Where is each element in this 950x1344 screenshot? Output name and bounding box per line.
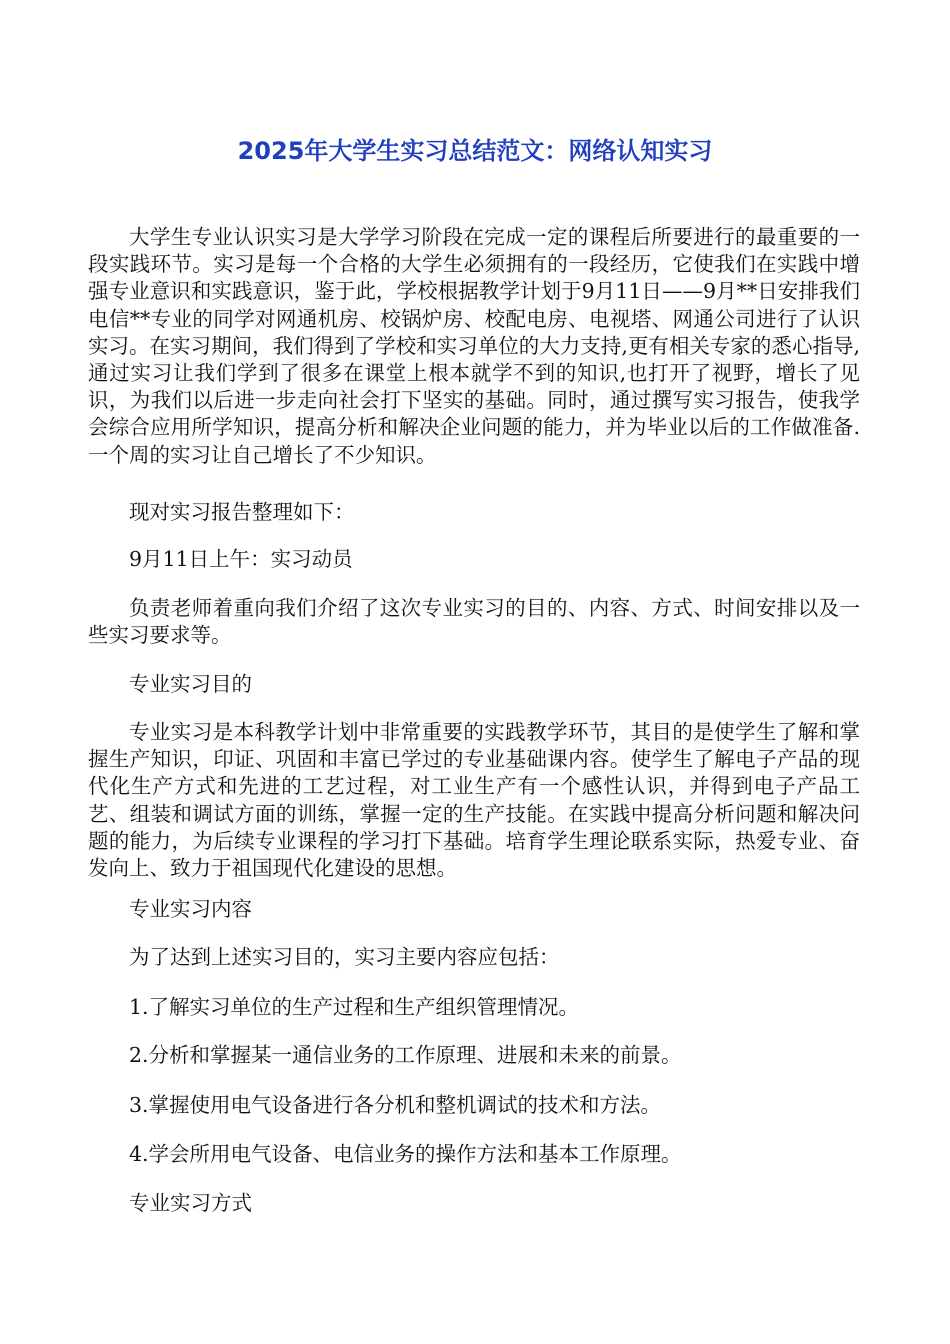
list-item-2: 2.分析和掌握某一通信业务的工作原理、进展和未来的前景。 [129, 1043, 682, 1067]
paragraph-teacher-intro: 负责老师着重向我们介绍了这次专业实习的目的、内容、方式、时间安排以及一些实习要求等。 [88, 596, 860, 648]
paragraph-mobilization: 9月11日上午：实习动员 [129, 547, 353, 571]
heading-internship-content: 专业实习内容 [129, 897, 252, 921]
paragraph-content-lead: 为了达到上述实习目的，实习主要内容应包括： [129, 945, 560, 969]
heading-internship-method: 专业实习方式 [129, 1191, 252, 1215]
list-item-1: 1.了解实习单位的生产过程和生产组织管理情况。 [129, 995, 580, 1019]
document-title: 2025年大学生实习总结范文：网络认知实习 [237, 137, 713, 165]
heading-internship-purpose: 专业实习目的 [129, 672, 252, 696]
paragraph-purpose-body: 专业实习是本科教学计划中非常重要的实践教学环节，其目的是使学生了解和掌握生产知识，印证、巩固和丰富已学过的专业基础课内容。使学生了解电子产品的现代化生产方式和先进的工艺过程，对工业生产有一个感性认识，并得到电子产品工艺、组装和调试方面的训练，掌握一定的生产技能。在实践中提高分析问题和解决问题的能力，为后续专业课程的学习打下基础。培育学生理论联系实际，热爱专业、奋发向上、致力于祖国现代化建设的思想。 [88, 720, 860, 881]
list-item-4: 4.学会所用电气设备、电信业务的操作方法和基本工作原理。 [129, 1142, 682, 1166]
paragraph-intro: 大学生专业认识实习是大学学习阶段在完成一定的课程后所要进行的最重要的一段实践环节。实习是每一个合格的大学生必须拥有的一段经历，它使我们在实践中增强专业意识和实践意识，鉴于此，学校根据教学计划于9月11日——9月**日安排我们电信**专业的同学对网通机房、校锅炉房、校配电房、电视塔、网通公司进行了认识实习。在实习期间，我们得到了学校和实习单位的大力支持,更有相关专家的悉心指导,通过实习让我们学到了很多在课堂上根本就学不到的知识,也打开了视野，增长了见识，为我们以后进一步走向社会打下坚实的基础。同时，通过撰写实习报告，使我学会综合应用所学知识，提高分析和解决企业问题的能力，并为毕业以后的工作做准备.一个周的实习让自己增长了不少知识。 [88, 225, 860, 467]
list-item-3: 3.掌握使用电气设备进行各分机和整机调试的技术和方法。 [129, 1093, 662, 1117]
paragraph-report-lead: 现对实习报告整理如下： [129, 500, 355, 524]
